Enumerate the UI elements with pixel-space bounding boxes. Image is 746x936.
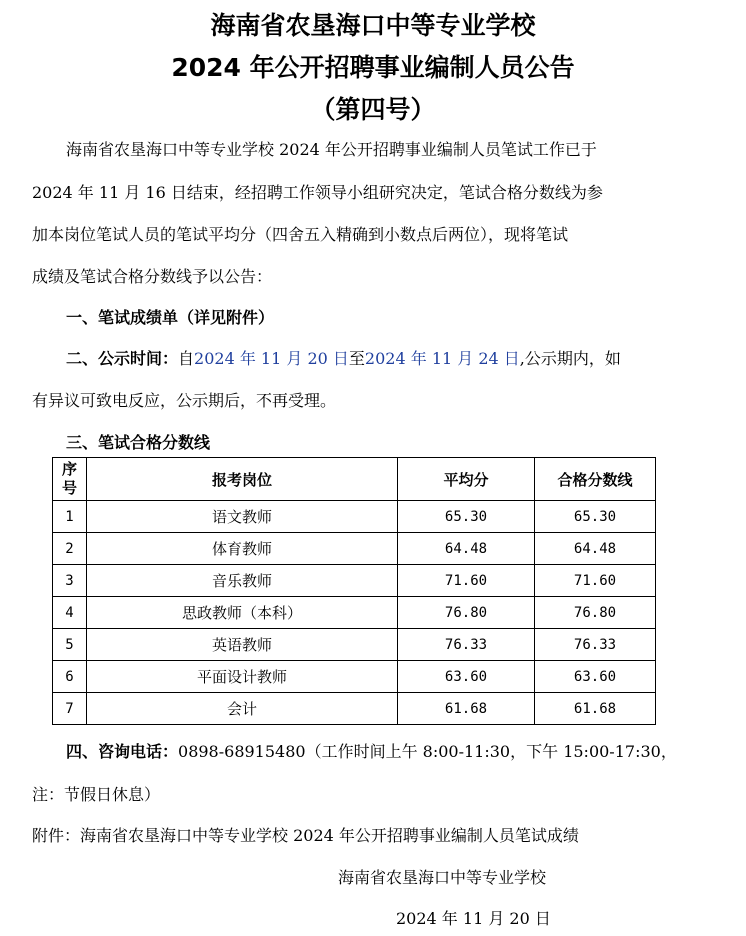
row-position: 音乐教师 xyxy=(87,565,398,597)
attachment-note: 附件：海南省农垦海口中等专业学校 2024 年公开招聘事业编制人员笔试成绩 xyxy=(32,826,579,845)
header-seq: 序 号 xyxy=(53,458,87,501)
intro-line-1: 海南省农垦海口中等专业学校 2024 年公开招聘事业编制人员笔试工作已于 xyxy=(66,140,597,159)
row-position: 思政教师（本科） xyxy=(87,597,398,629)
table-row xyxy=(53,661,656,693)
row-passing: 63.60 xyxy=(535,661,656,693)
row-no: 5 xyxy=(53,629,87,661)
row-no: 7 xyxy=(53,693,87,725)
row-position: 语文教师 xyxy=(87,501,398,533)
row-passing: 76.80 xyxy=(535,597,656,629)
table-row xyxy=(53,501,656,533)
signature-org: 海南省农垦海口中等专业学校 xyxy=(338,868,547,887)
section-2-end-date: 2024 年 11 月 24 日 xyxy=(364,349,520,368)
row-average: 63.60 xyxy=(398,661,535,693)
intro-line-3: 加本岗位笔试人员的笔试平均分（四舍五入精确到小数点后两位），现将笔试 xyxy=(32,225,569,244)
row-passing: 65.30 xyxy=(535,501,656,533)
intro-line-2: 2024 年 11 月 16 日结束，经招聘工作领导小组研究决定，笔试合格分数线为参 xyxy=(32,183,603,202)
section-2-rest: ,公示期内，如 xyxy=(519,349,621,368)
header-average: 平均分 xyxy=(398,458,535,501)
row-no: 4 xyxy=(53,597,87,629)
table-row xyxy=(53,533,656,565)
row-average: 61.68 xyxy=(398,693,535,725)
table-header-row xyxy=(53,458,656,501)
table-row xyxy=(53,597,656,629)
table-row xyxy=(53,565,656,597)
section-2-start-date: 2024 年 11 月 20 日 xyxy=(194,349,349,368)
row-position: 会计 xyxy=(87,693,398,725)
title-number: （第四号） xyxy=(310,95,436,124)
row-average: 76.80 xyxy=(398,597,535,629)
section-2-from: 自 xyxy=(178,349,195,368)
row-passing: 61.68 xyxy=(535,693,656,725)
section-4-phone: 0898-68915480（工作时间上午 8:00-11:30，下午 15:00-17:30， xyxy=(178,742,677,761)
section-4-line-2: 注：节假日休息） xyxy=(32,785,161,804)
row-average: 76.33 xyxy=(398,629,535,661)
passing-score-table xyxy=(52,457,656,725)
section-2-to: 至 xyxy=(348,349,365,368)
row-no: 2 xyxy=(53,533,87,565)
row-no: 3 xyxy=(53,565,87,597)
row-position: 英语教师 xyxy=(87,629,398,661)
section-4-line-1 xyxy=(66,739,677,762)
row-passing: 71.60 xyxy=(535,565,656,597)
row-position: 体育教师 xyxy=(87,533,398,565)
intro-line-4: 成绩及笔试合格分数线予以公告： xyxy=(32,267,273,286)
header-position: 报考岗位 xyxy=(87,458,398,501)
title-announcement: 2024 年公开招聘事业编制人员公告 xyxy=(171,53,575,82)
section-1-heading: 一、笔试成绩单（详见附件） xyxy=(66,308,275,327)
header-passing: 合格分数线 xyxy=(535,458,656,501)
title-school: 海南省农垦海口中等专业学校 xyxy=(210,11,536,40)
section-2-heading: 二、公示时间： xyxy=(66,349,179,368)
row-no: 1 xyxy=(53,501,87,533)
section-2-line-2: 有异议可致电反应，公示期后，不再受理。 xyxy=(32,391,337,410)
row-position: 平面设计教师 xyxy=(87,661,398,693)
section-2-line-1 xyxy=(66,346,621,369)
section-4-heading: 四、咨询电话： xyxy=(66,742,179,761)
table-row xyxy=(53,629,656,661)
row-no: 6 xyxy=(53,661,87,693)
table-row xyxy=(53,693,656,725)
row-passing: 64.48 xyxy=(535,533,656,565)
signature-date: 2024 年 11 月 20 日 xyxy=(396,909,551,928)
section-3-heading: 三、笔试合格分数线 xyxy=(66,433,211,452)
row-average: 71.60 xyxy=(398,565,535,597)
row-average: 65.30 xyxy=(398,501,535,533)
row-passing: 76.33 xyxy=(535,629,656,661)
row-average: 64.48 xyxy=(398,533,535,565)
